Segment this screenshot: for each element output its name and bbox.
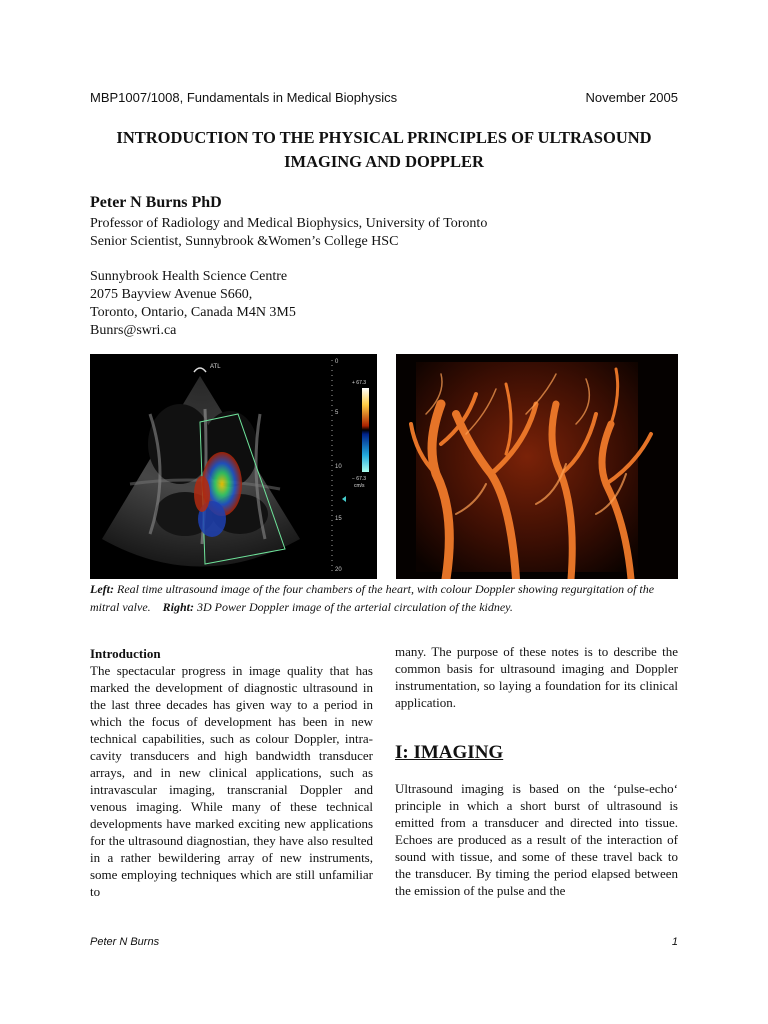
kidney-power-doppler-image (396, 354, 678, 579)
footer-author: Peter N Burns (90, 936, 160, 948)
velocity-min-label: − 67.3 (352, 476, 367, 482)
heart-ultrasound-image (90, 354, 377, 579)
title-line-1: INTRODUCTION TO THE PHYSICAL PRINCIPLES OF ULTRASOUND (116, 128, 652, 147)
title-line-2: IMAGING AND DOPPLER (284, 152, 484, 171)
header-date: November 2005 (585, 90, 678, 105)
scanner-logo: ATL (210, 364, 221, 370)
caption-left-label: Left: (90, 582, 114, 596)
depth-tick: 20 (335, 567, 342, 573)
depth-tick: 15 (335, 516, 342, 522)
address-line-3: Toronto, Ontario, Canada M4N 3M5 (90, 305, 296, 320)
depth-tick: 5 (335, 410, 339, 416)
section-heading-imaging: I: IMAGING (395, 742, 504, 763)
address-line-1: Sunnybrook Health Science Centre (90, 269, 288, 284)
velocity-unit-label: cm/s (354, 483, 365, 489)
velocity-max-label: + 67.3 (352, 380, 367, 386)
imaging-paragraph: Ultrasound imaging is based on the ‘pulse-echo‘ principle in which a short burst of ultrasound is emitted from a transducer and directed into tissue. Echoes are produced as a result of the interaction of sound with tissue, and some of these travel back to the transducer. By timing the period elapsed between the emission of the pulse and the (395, 781, 678, 898)
author-address (90, 268, 296, 340)
depth-tick: 0 (335, 359, 339, 365)
caption-right-text: 3D Power Doppler image of the arterial circulation of the kidney. (194, 600, 513, 614)
affiliation-line-1: Professor of Radiology and Medical Biophysics, University of Toronto (90, 216, 488, 231)
introduction-heading: Introduction (90, 646, 161, 661)
caption-left-text: Real time ultrasound image of the four chambers of the heart, with colour Doppler showing regurgitation of the mitral valve. (90, 582, 655, 614)
introduction-paragraph: The spectacular progress in image quality that has marked the development of diagnostic ultrasound in the last three decades has given way to a period in which the focus of development has been in new technical capabilities, such as colour Doppler, intra-cavity transducers and high bandwidth transducer arrays, and in new clinical applications, such as intravascular imaging, transcranial Doppler and venous imaging. While many of these technical developments have marked exciting new applications for the ultrasound diagnostian, they have also resulted in a rather bewildering array of new instruments, some employing techniques which are still unfamiliar to (90, 663, 373, 899)
velocity-colour-bar (362, 388, 369, 472)
course-title: MBP1007/1008, Fundamentals in Medical Biophysics (90, 90, 398, 105)
page-number: 1 (671, 936, 678, 948)
introduction-continued: many. The purpose of these notes is to describe the common basis for ultrasound imaging and Doppler instrumentation, so laying a foundation for its clinical application. (395, 644, 678, 710)
introduction-column (90, 645, 373, 900)
depth-tick: 10 (335, 464, 342, 470)
figure-caption (90, 580, 678, 616)
author-email: Bunrs@swri.ca (90, 323, 177, 338)
page-footer (90, 936, 678, 950)
author-affiliations (90, 215, 487, 251)
affiliation-line-2: Senior Scientist, Sunnybrook &Women’s College HSC (90, 234, 399, 249)
page-header (90, 90, 678, 108)
author-name: Peter N Burns PhD (90, 194, 222, 211)
caption-right-label: Right: (162, 600, 194, 614)
address-line-2: 2075 Bayview Avenue S660, (90, 287, 253, 302)
document-title (90, 126, 678, 174)
